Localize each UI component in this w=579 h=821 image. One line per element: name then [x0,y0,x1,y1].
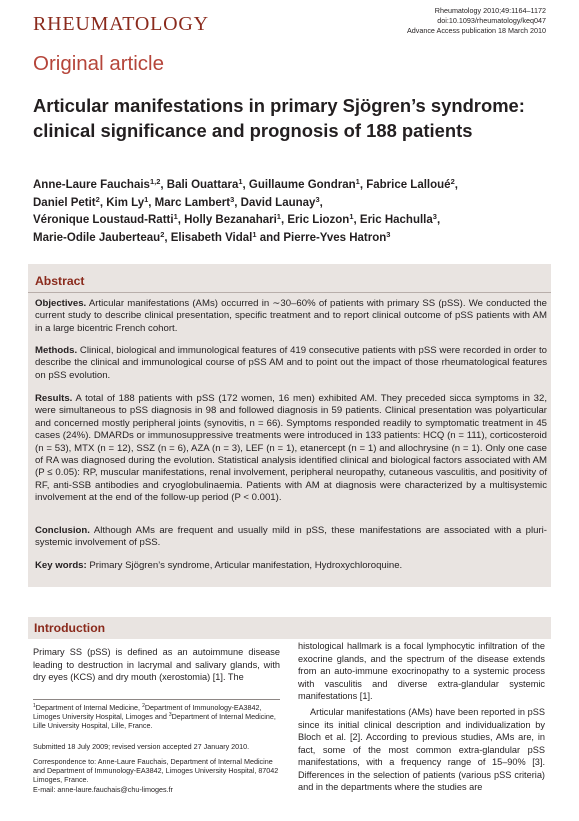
correspondence-email: E-mail: anne-laure.fauchais@chu-limoges.fr [33,785,173,794]
abstract-divider [28,292,551,293]
conclusion-text: Although AMs are frequent and usually mild in pSS, these manifestations are associated with a pluri-systemic involvement of pSS. [35,525,548,549]
submission-dates: Submitted 18 July 2009; revised version accepted 27 January 2010. [33,742,250,751]
article-title: Articular manifestations in primary Sjögren’s syndrome: clinical significance and prognosis of 188 patients [33,95,525,141]
objectives-text: Articular manifestations (AMs) occurred in ∼30–60% of patients with primary SS (pSS). We conducted the current study to describe clinical presentation, specific treatment and to report clinical outcome of pSS patients with AM in a large bicentric French cohort. [35,298,547,334]
introduction-heading: Introduction [34,621,106,635]
introduction-right-paragraph-1: histological hallmark is a focal lymphocytic infiltration of the exocrine glands, and the spectrum of the disease extends from an auto-immune exocrinopathy to a systemic process with vasculitis and diverse extra-glandular systemic manifestations [1]. [298,641,545,701]
footnote-divider [33,699,280,700]
authors-rendered: Anne-Laure Fauchais$^{1,2}$, Bali Ouattara$^1$, Guillaume Gondran$^1$, Fabrice Lalloué$^2$, Daniel Petit$^2$, Kim Ly$^1$, Marc Lambert$^3$, David Launay$^3$, Véronique Loustaud-Ratti$^1$, Holly Bezanahari$^1$, Eric Liozon$^1$, Eric Hachulla$^3$, Marie-Odile Jauberteau$^2$, Elisabeth Vidal$^1$ and Pierre-Yves Hatron$^3$ [33,177,458,244]
introduction-right-paragraph-2: Articular manifestations (AMs) have been reported in pSS since its initial clinical description and individualization by Bloch et al. [2]. According to previous studies, AMs are, in fact, some of the most common extra-glandular pSS manifestations, with a frequency range of 15–90% [3]. Differences in the selection of patients (various pSS criteria) and in the departments where the studies are [298,707,545,792]
section-type: Original article [33,52,165,75]
publication-line: Advance Access publication 18 March 2010 [406,26,546,35]
affiliations-footnote: $^1$Department of Internal Medicine, $^2$Department of Immunology-EA3842, Limoges University Hospital, Limoges and $^3$Department of Internal Medicine, Lille University Hospital, Lille, France. [33,703,276,731]
introduction-left-paragraph: Primary SS (pSS) is defined as an autoimmune disease leading to destruction in lacrymal and salivary glands, with dry eyes (KCS) and dry mouth (xerostomia) [1]. The [33,647,280,682]
correspondence-address: Correspondence to: Anne-Laure Fauchais, Department of Internal Medicine and Department of Immunology-EA3842, Limoges University Hospital, 87042 Limoges, France. [33,757,279,785]
abstract-methods [35,345,547,382]
abstract-objectives [35,298,547,335]
abstract-heading: Abstract [35,274,85,288]
results-label: Results. [35,393,73,404]
doi-line: doi:10.1093/rheumatology/keq047 [437,16,546,25]
results-text: A total of 188 patients with pSS (172 women, 16 men) exhibited AM. They preceded sicca symptoms in 32, were simultaneous to pSS diagnosis in 98 and followed diagnosis in 59 patients. Clinical presentation was polyarticular and concerned mostly peripheral joints (synovitis, n = 66). Symptoms responded readily to symptomatic treatment in 45 cases (24%). DMARDs or immunosuppressive treatments were introduced in 133 patients: HCQ (n = 111), corticosteroid (n = 53), MTX (n = 12), SSZ (n = 6), AZA (n = 3), LEF (n = 1), etanercept (n = 1) and allochrysine (n = 1). Only one case of RA was diagnosed during the evolution. Statistical analysis identified clinical and biological factors associated with AM (P ≤ 0.05): RP, muscular manifestations, renal involvement, peripheral neuropathy, cutaneous vasculitis, and positivity of RF, anti-SSB antibodies and cryoglobulinaemia. Patients with AM at diagnosis were characterized by a multisystemic involvement at the end of the follow-up period (P < 0.001). [35,393,547,504]
citation-block [306,6,546,36]
journal-name: RHEUMATOLOGY [33,13,209,35]
methods-label: Methods. [35,345,78,356]
objectives-label: Objectives. [35,298,87,309]
conclusion-label: Conclusion. [35,525,90,536]
abstract-results [35,393,547,505]
author-list [33,177,553,247]
abstract-keywords [35,560,547,572]
keywords-label: Key words: [35,560,87,571]
introduction-header-bar [28,617,551,639]
abstract-box [28,264,551,587]
keywords-text: Primary Sjögren’s syndrome, Articular manifestation, Hydroxychloroquine. [89,560,403,571]
citation-line: Rheumatology 2010;49:1164–1172 [434,6,546,15]
abstract-conclusion [35,525,547,550]
methods-text: Clinical, biological and immunological features of 419 consecutive patients with pSS were recorded in order to describe the clinical and immunological course of pSS AM and to point out the impact of those rheumatological features on pSS evolution. [35,345,547,381]
